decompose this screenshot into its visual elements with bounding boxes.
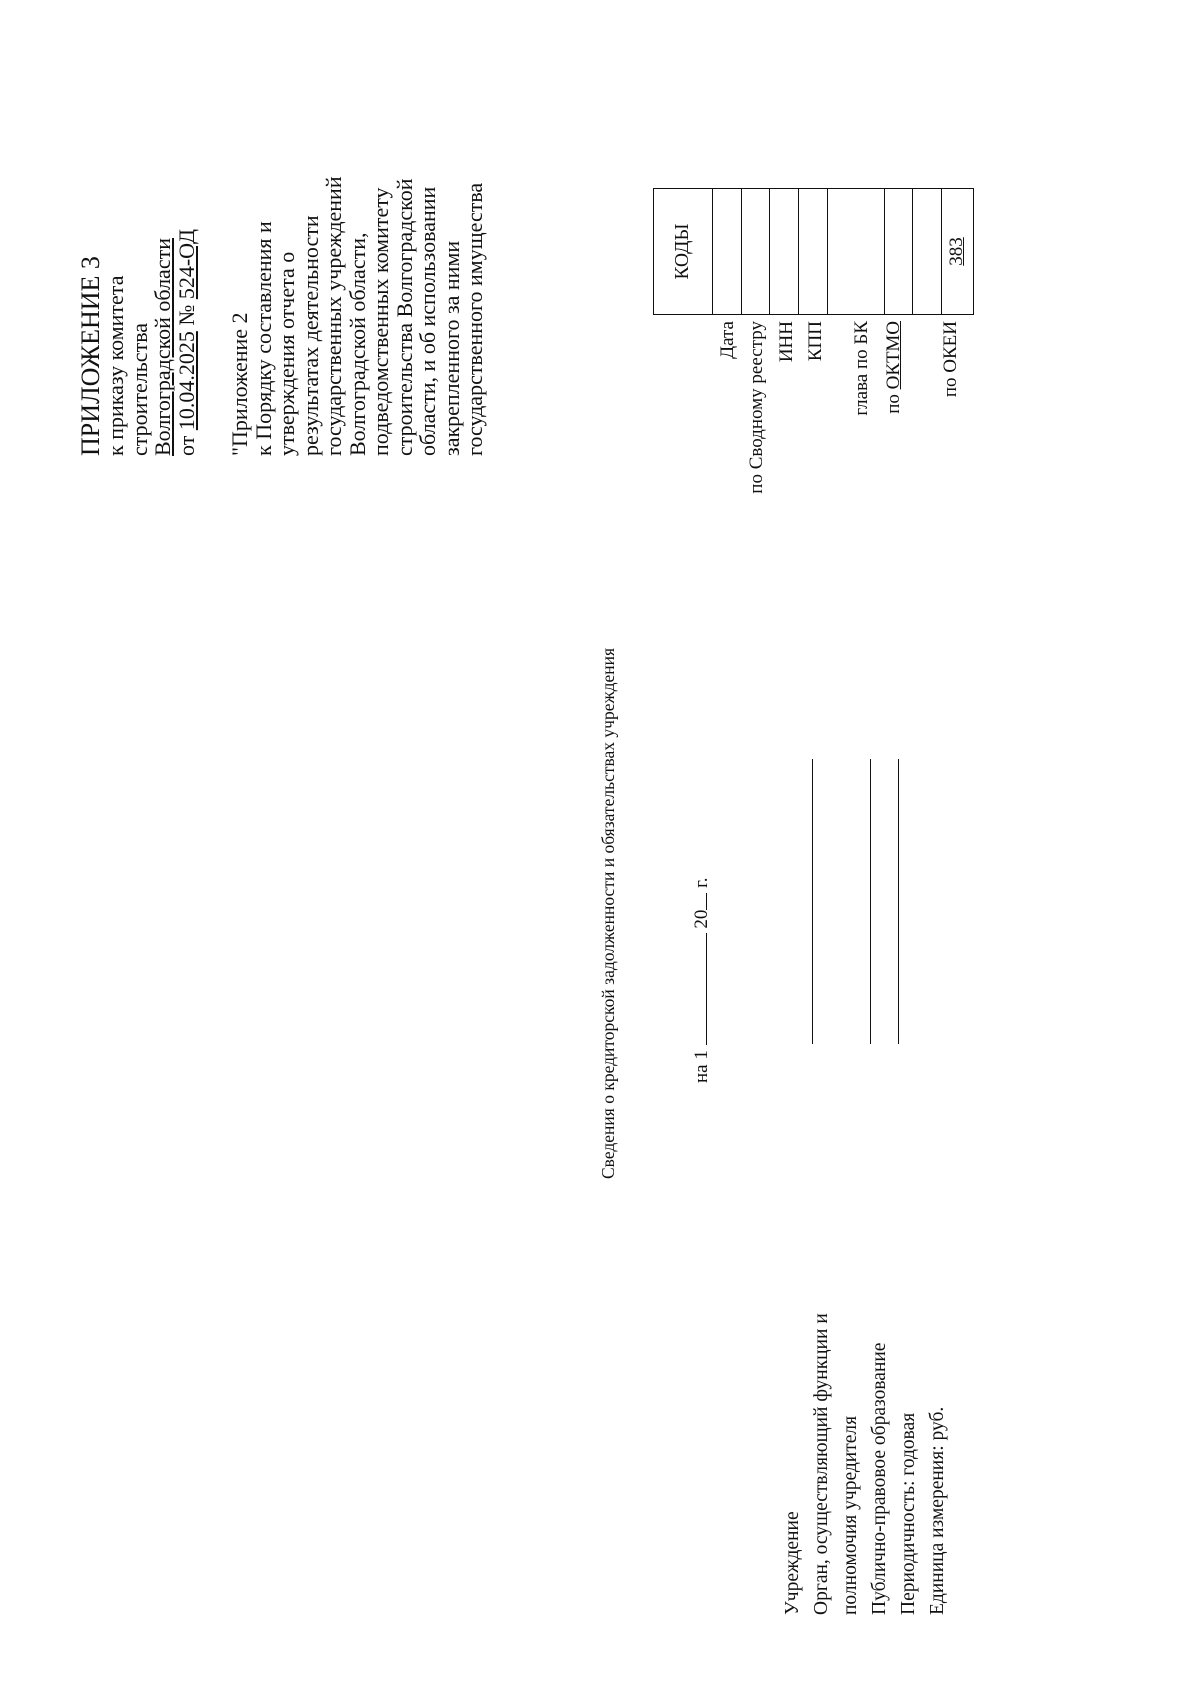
codes-header: КОДЫ	[654, 189, 713, 315]
order-line: от 10.04.2025 № 524-ОД	[173, 229, 199, 456]
annex-line: государственных учреждений	[321, 176, 346, 456]
appendix-line: Волгоградской области	[150, 238, 175, 456]
founder-organ-entry-line[interactable]	[870, 759, 871, 1044]
code-cell-chapter[interactable]	[827, 189, 884, 315]
appendix-title: ПРИЛОЖЕНИЕ 3	[76, 256, 105, 456]
order-date: 10.04.2025	[173, 331, 199, 431]
code-cell-okei[interactable]	[941, 189, 973, 315]
annex-line: Волгоградской области,	[344, 232, 370, 456]
public-entity-entry-line[interactable]	[898, 759, 899, 1044]
date-day-blank[interactable]	[688, 933, 707, 1045]
code-label-date: Дата	[717, 321, 738, 359]
annex-line: строительства Волгоградской	[391, 178, 417, 456]
annex-line: "Приложение 2	[227, 312, 252, 456]
okei-value: 383	[946, 237, 967, 266]
annex-line: результатах деятельности	[297, 215, 323, 456]
appendix-block	[78, 176, 487, 456]
appendix-line: строительства	[126, 322, 152, 456]
code-label-registry: по Сводному реестру	[746, 321, 767, 494]
code-label-okei: по ОКЕИ	[940, 321, 961, 398]
code-cell-inn[interactable]	[770, 189, 799, 315]
periodicity-label: Периодичность: годовая	[898, 1412, 919, 1615]
annex-line: к Порядку составления и	[250, 221, 276, 456]
codes-table	[653, 188, 974, 315]
code-cell-date[interactable]	[713, 189, 742, 315]
institution-entry-line[interactable]	[812, 759, 813, 1044]
order-number: 524-ОД	[173, 229, 199, 300]
unit-label: Единица измерения: руб.	[927, 1406, 948, 1615]
date-year-blank[interactable]	[688, 893, 707, 910]
code-label-kpp: КПП	[805, 321, 826, 362]
founder-organ-label: Орган, осуществляющий функции и	[811, 1313, 832, 1615]
code-label-oktmo: по ОКТМО	[883, 321, 904, 414]
annex-line: подведомственных комитету	[368, 187, 393, 456]
annex-line: государственного имущества	[462, 182, 487, 456]
founder-organ-label: полномочия учредителя	[840, 1415, 861, 1615]
code-label-chapter: глава по БК	[851, 321, 872, 416]
annex-line: области, и об использовании	[415, 186, 440, 456]
order-reference	[78, 176, 198, 456]
institution-label: Учреждение	[782, 1511, 803, 1615]
header-labels	[778, 1313, 952, 1615]
annex-reference	[228, 176, 487, 456]
code-label-inn: ИНН	[776, 321, 797, 363]
code-cell-kpp[interactable]	[798, 189, 827, 315]
report-date-line: на 1 20 г.	[688, 877, 713, 1083]
annex-line: закрепленного за ними	[438, 240, 464, 456]
code-cell-registry[interactable]	[741, 189, 770, 315]
code-cell-oktmo[interactable]	[884, 189, 913, 315]
code-cell-blank[interactable]	[913, 189, 942, 315]
report-title: Сведения о кредиторской задолженности и обязательствах учреждения	[598, 647, 618, 1179]
public-entity-label: Публично-правовое образование	[869, 1342, 890, 1615]
appendix-line: к приказу комитета	[103, 275, 128, 456]
annex-line: утверждения отчета о	[274, 251, 299, 456]
